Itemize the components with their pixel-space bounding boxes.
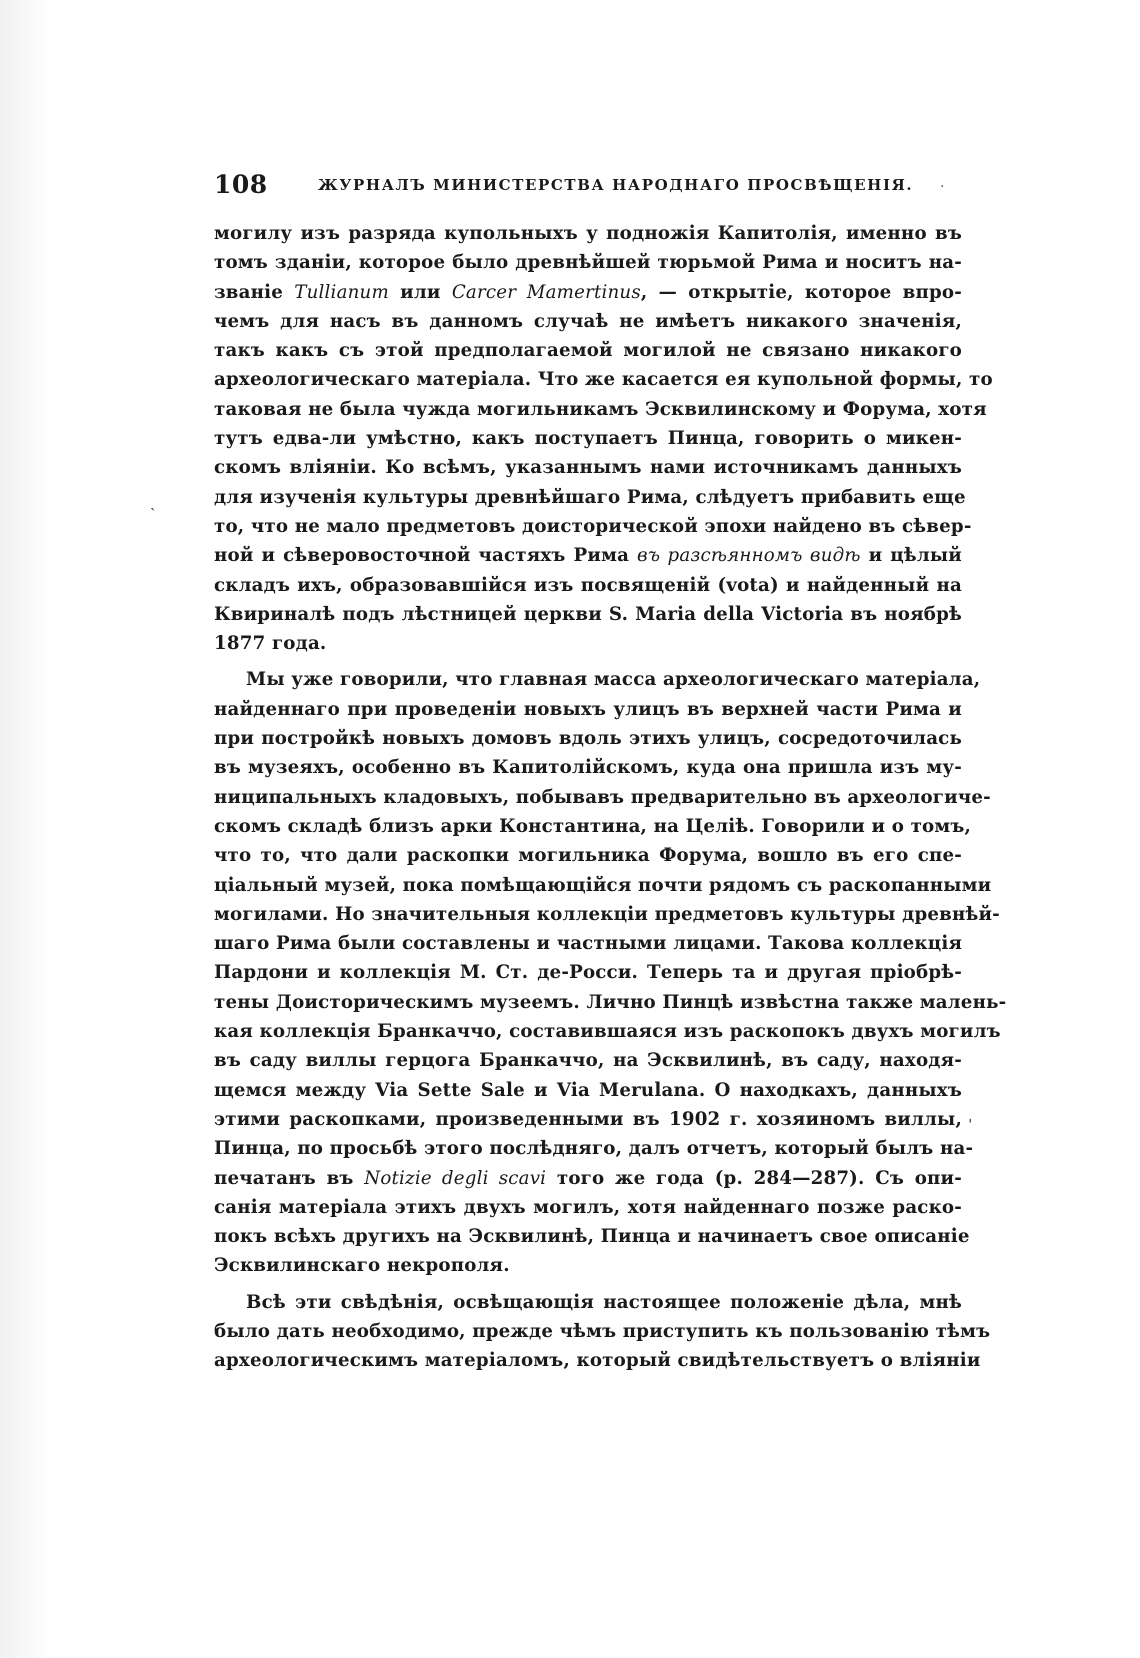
text-run: то, что не мало предметовъ доисторической эпохи найдено въ сѣвер- [214,515,972,537]
text-line [214,753,962,782]
italic-text: Tullianum [294,281,389,303]
text-line [214,453,962,482]
text-line [214,365,993,394]
text-run: таковая не была чужда могильникамъ Эсквилинскому и Форума, хотя [214,398,987,420]
page-number: 108 [214,170,268,199]
italic-text: въ разсѣянномъ видѣ [637,545,861,567]
scan-edge-shadow [0,0,50,1658]
body-text [214,219,1007,1376]
text-run: санія матеріала этихъ двухъ могилъ, хотя найденнаго позже раско- [214,1196,962,1218]
margin-mark: ˎ [150,492,156,511]
text-run: чемъ для насъ въ данномъ случаѣ не имѣетъ никакого значенія, [214,310,962,332]
text-run: Всѣ эти свѣдѣнія, освѣщающія настоящее положеніе дѣла, мнѣ [246,1291,962,1313]
text-run: археологическимъ матеріаломъ, который свидѣтельствуетъ о вліяніи [214,1350,981,1372]
text-line [214,1164,962,1193]
text-line [214,219,962,248]
header-dot: . [940,175,945,191]
text-run: или [388,281,452,303]
text-run: тены Доисторическимъ музеемъ. Лично Пинцѣ извѣстна также малень- [214,991,1007,1013]
page-header [214,170,959,206]
text-run: что то, что дали раскопки могильника Форума, вошло въ его спе- [214,845,962,867]
text-run: скомъ вліяніи. Ко всѣмъ, указаннымъ нами источникамъ данныхъ [214,457,962,479]
text-line [214,571,962,600]
running-title: ЖУРНАЛЪ МИНИСТЕРСТВА НАРОДНАГО ПРОСВѢЩЕНІЯ. [318,176,914,194]
text-run: томъ зданіи, которое было древнѣйшей тюрьмой Рима и носитъ на- [214,252,962,274]
text-run: ной и сѣверовосточной частяхъ Рима [214,545,638,567]
text-run: такъ какъ съ этой предполагаемой могилой не связано никакого [214,340,962,362]
text-line [214,629,962,658]
text-line [214,1288,962,1317]
text-line [214,900,1000,929]
text-run: шаго Рима были составлены и частными лицами. Такова коллекція [214,933,963,955]
text-run: Квириналѣ подъ лѣстницей церкви S. Maria della Victoria въ ноябрѣ [214,603,962,625]
text-line [214,541,962,570]
text-run: Эсквилинскаго некрополя. [214,1255,510,1277]
text-run: Пардони и коллекція М. Ст. де-Росси. Теперь та и другая пріобрѣ- [214,962,962,984]
text-run: званіе [214,281,295,303]
text-run: въ саду виллы герцога Бранкаччо, на Эсквилинѣ, въ саду, находя- [214,1050,962,1072]
text-line [214,1317,991,1346]
text-run: покъ всѣхъ другихъ на Эсквилинѣ, Пинца и начинаетъ свое описаніе [214,1226,970,1248]
text-run: 1877 года. [214,633,327,655]
text-run: археологическаго матеріала. Что же касается ея купольной формы, то [214,369,993,391]
text-run: для изученія культуры древнѣйшаго Рима, слѣдуетъ прибавить еще [214,486,966,508]
text-line [214,1346,981,1375]
text-line [214,1193,962,1222]
text-line [214,483,966,512]
text-line [214,1134,974,1163]
text-line [214,724,962,753]
text-run: , — открытіе, которое впро- [640,281,962,303]
text-line [214,958,962,987]
text-run: при постройкѣ новыхъ домовъ вдоль этихъ улицъ, сосредоточилась [214,728,962,750]
text-run: складъ ихъ, образовавшійся изъ посвященій (vota) и найденный на [214,574,962,596]
text-line [214,812,972,841]
text-line [214,278,962,307]
text-line [214,988,1007,1017]
text-run: найденнаго при проведеніи новыхъ улицъ въ верхней части Рима и [214,698,962,720]
text-run: скомъ складѣ близъ арки Константина, на Целіѣ. Говорили и о томъ, [214,815,972,837]
text-line [214,248,962,277]
text-line [214,929,962,958]
text-run: печатанъ въ [214,1167,365,1189]
italic-text: Carcer Mamertinus [451,281,641,303]
text-line [214,695,962,724]
text-line [214,512,972,541]
text-line [214,1046,962,1075]
text-line [214,841,962,870]
text-line [214,1222,970,1251]
text-run: ниципальныхъ кладовыхъ, побывавъ предварительно въ археологиче- [214,786,991,808]
text-line [214,665,981,694]
text-run: щемся между Via Sette Sale и Via Merulana. О находкахъ, данныхъ [214,1079,962,1101]
text-line [214,307,962,336]
text-line [214,336,962,365]
text-run: было дать необходимо, прежде чѣмъ приступить къ пользованію тѣмъ [214,1320,991,1342]
text-run: тутъ едва-ли умѣстно, какъ поступаетъ Пинца, говорить о микен- [214,428,962,450]
text-run: могилу изъ разряда купольныхъ у подножія Капитолія, именно въ [214,223,962,244]
text-line [214,1105,962,1134]
text-line [214,395,987,424]
text-line [214,600,962,629]
text-run: этими раскопками, произведенными въ 1902 г. хозяиномъ виллы, [214,1108,962,1130]
text-run: кая коллекція Бранкаччо, составившаяся изъ раскопокъ двухъ могилъ [214,1021,1001,1043]
text-run: Пинца, по просьбѣ этого послѣдняго, далъ отчетъ, который былъ на- [214,1138,974,1160]
margin-mark: ˈ [968,1116,973,1135]
text-line [214,1076,962,1105]
text-run: Мы уже говорили, что главная масса археологическаго матеріала, [246,669,981,691]
text-run: могилами. Но значительныя коллекціи предметовъ культуры древнѣй- [214,903,1000,925]
italic-text: Notizie degli scavi [364,1167,547,1189]
text-run: и цѣлый [860,545,962,567]
text-run: въ музеяхъ, особенно въ Капитолійскомъ, куда она пришла изъ му- [214,757,962,779]
text-line [214,1251,962,1280]
text-run: того же года (p. 284—287). Съ опи- [546,1167,962,1189]
text-line [214,783,991,812]
text-line [214,424,962,453]
text-line [214,871,992,900]
text-run: ціальный музей, пока помѣщающійся почти рядомъ съ раскопанными [214,874,992,896]
text-line [214,1017,1001,1046]
